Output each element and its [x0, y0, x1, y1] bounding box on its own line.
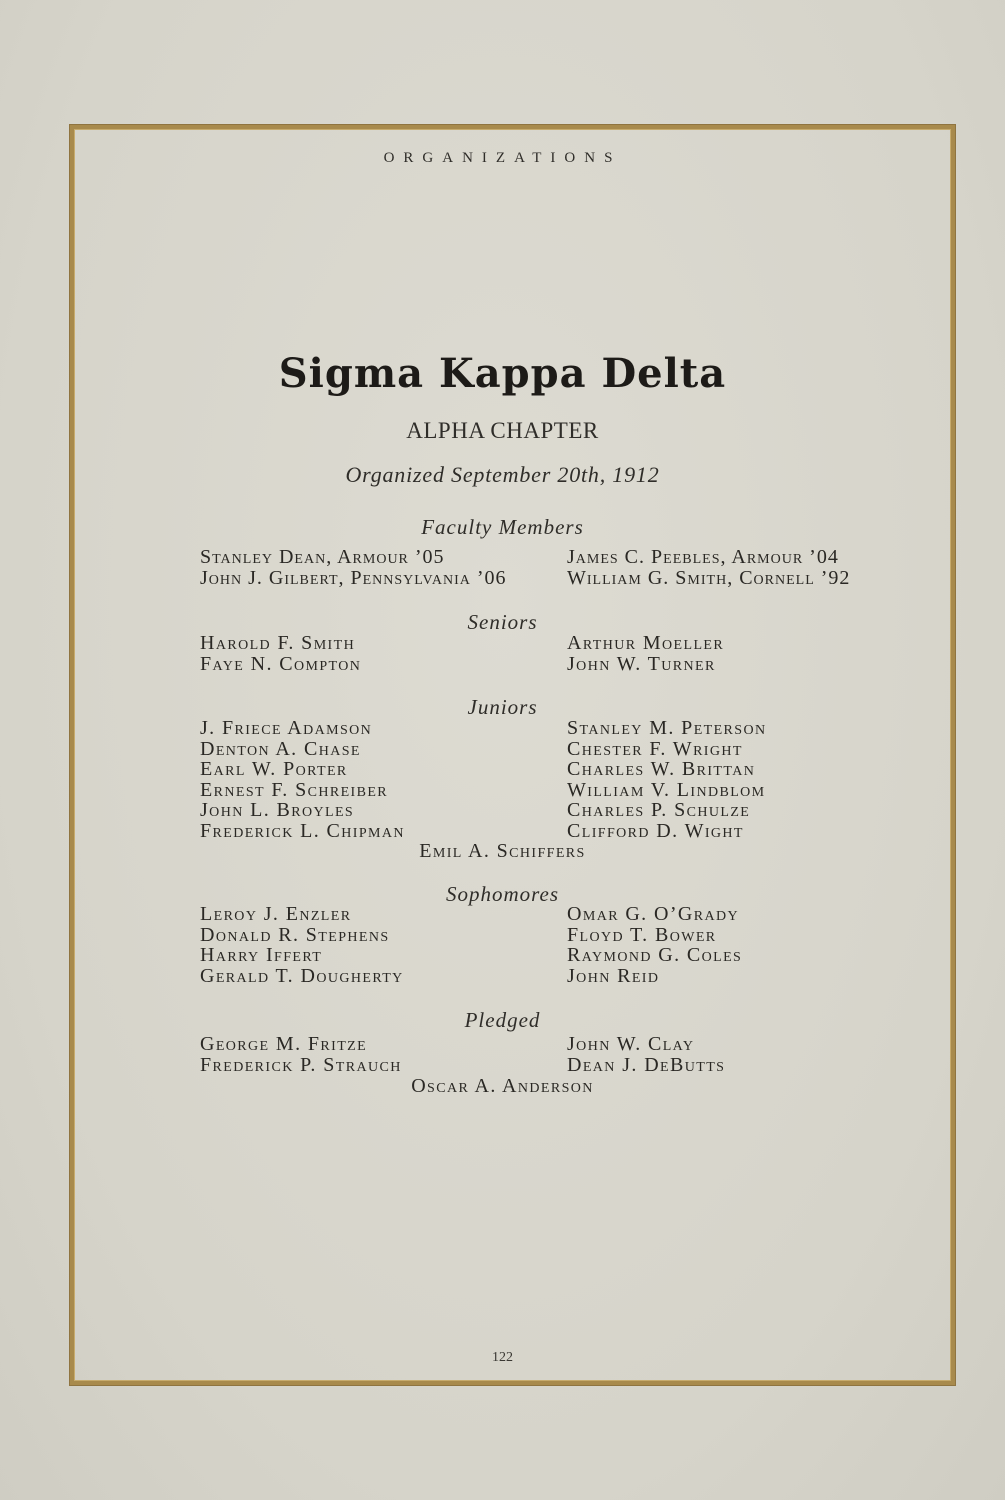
member-name: Frederick P. Strauch [200, 1053, 402, 1076]
juniors-heading: Juniors [467, 695, 538, 719]
section-header: ORGANIZATIONS [383, 150, 622, 166]
organization-title: Sigma Kappa Delta [278, 350, 727, 397]
member-name: Charles P. Schulze [567, 799, 751, 821]
seniors-left-column [200, 633, 361, 674]
pledged-heading: Pledged [464, 1008, 541, 1032]
pledged-right-column [567, 1034, 725, 1075]
member-name: Donald R. Stephens [200, 923, 390, 946]
member-name: John W. Turner [567, 652, 716, 675]
member-name: Omar G. O’Grady [567, 903, 739, 925]
page-number: 122 [492, 1350, 513, 1365]
member-name: J. Friece Adamson [200, 717, 373, 739]
member-name: John J. Gilbert, Pennsylvania ’06 [200, 566, 507, 589]
member-name: Gerald T. Dougherty [200, 964, 404, 987]
juniors-right-column [567, 718, 767, 841]
member-name: Emil A. Schiffers [419, 840, 586, 862]
member-name: Frederick L. Chipman [200, 819, 405, 842]
sophomores-left-column [200, 904, 404, 986]
member-name: Stanley M. Peterson [567, 717, 767, 739]
sophomores-right-column [567, 904, 742, 986]
faculty-right-column [567, 547, 850, 588]
member-name: Oscar A. Anderson [411, 1075, 594, 1097]
member-name: John W. Clay [567, 1033, 695, 1055]
faculty-left-column [200, 547, 507, 588]
member-name: Raymond G. Coles [567, 944, 743, 966]
member-name: James C. Peebles, Armour ’04 [567, 546, 839, 568]
member-name: George M. Fritze [200, 1033, 368, 1055]
juniors-left-column [200, 718, 405, 841]
chapter-name: ALPHA CHAPTER [406, 418, 599, 443]
member-name: Dean J. DeButts [567, 1053, 726, 1076]
member-name: Stanley Dean, Armour ’05 [200, 546, 445, 568]
seniors-right-column [567, 633, 724, 674]
member-name: Faye N. Compton [200, 652, 362, 675]
seniors-heading: Seniors [467, 610, 538, 634]
member-name: Floyd T. Bower [567, 923, 717, 946]
member-name: Earl W. Porter [200, 758, 348, 780]
member-name: Leroy J. Enzler [200, 903, 352, 925]
sophomores-heading: Sophomores [445, 882, 560, 906]
member-name: Arthur Moeller [567, 632, 725, 654]
member-name: Denton A. Chase [200, 737, 361, 760]
member-name: John L. Broyles [200, 799, 355, 821]
member-name: Harry Iffert [200, 944, 323, 966]
member-name: Charles W. Brittan [567, 758, 756, 780]
member-name: Harold F. Smith [200, 632, 356, 654]
organized-date: Organized September 20th, 1912 [345, 462, 660, 487]
member-name: John Reid [567, 964, 660, 987]
member-name: William V. Lindblom [567, 778, 766, 801]
faculty-heading: Faculty Members [421, 515, 584, 539]
member-name: Clifford D. Wight [567, 819, 744, 842]
member-name: Ernest F. Schreiber [200, 778, 389, 801]
pledged-left-column [200, 1034, 402, 1075]
member-name: Chester F. Wright [567, 737, 743, 760]
member-name: William G. Smith, Cornell ’92 [567, 566, 851, 589]
